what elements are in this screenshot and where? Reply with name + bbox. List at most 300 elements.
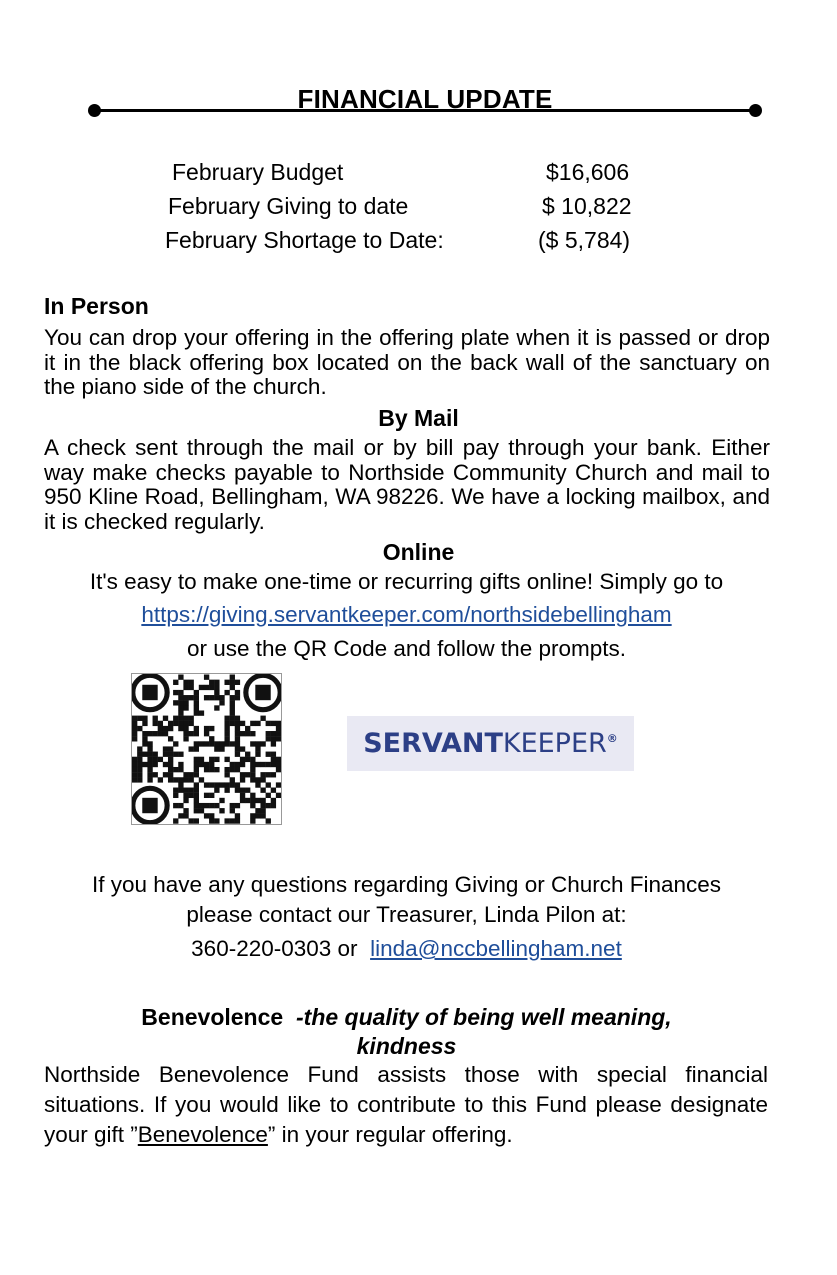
qr-module	[240, 777, 245, 782]
qr-module	[260, 813, 265, 818]
qr-module	[147, 757, 152, 762]
qr-module	[250, 772, 255, 777]
qr-module	[245, 798, 250, 803]
qr-module	[230, 716, 235, 721]
qr-module	[271, 798, 276, 803]
qr-module	[214, 803, 219, 808]
qr-module	[173, 690, 178, 695]
qr-module	[209, 685, 214, 690]
qr-module	[147, 746, 152, 751]
qr-module	[178, 700, 183, 705]
qr-module	[132, 767, 137, 772]
qr-module	[245, 726, 250, 731]
qr-module	[194, 690, 199, 695]
qr-module	[230, 767, 235, 772]
qr-module	[224, 818, 229, 823]
qr-module	[214, 690, 219, 695]
qr-module	[147, 777, 152, 782]
qr-module	[178, 777, 183, 782]
qr-module	[230, 710, 235, 715]
qr-module	[240, 798, 245, 803]
qr-module	[230, 803, 235, 808]
benevolence-subtitle-2: kindness	[356, 1033, 457, 1059]
qr-finder-center	[142, 798, 157, 813]
qr-module	[266, 752, 271, 757]
qr-module	[163, 731, 168, 736]
qr-module	[194, 700, 199, 705]
qr-module	[235, 818, 240, 823]
qr-module	[173, 767, 178, 772]
qr-module	[219, 695, 224, 700]
qr-finder-center	[142, 685, 157, 700]
qr-module	[137, 772, 142, 777]
qr-module	[230, 777, 235, 782]
qr-module	[245, 731, 250, 736]
qr-module	[250, 721, 255, 726]
qr-module	[189, 716, 194, 721]
qr-module	[204, 726, 209, 731]
qr-module	[163, 762, 168, 767]
qr-module	[132, 731, 137, 736]
qr-module	[224, 788, 229, 793]
qr-module	[219, 741, 224, 746]
qr-module	[271, 731, 276, 736]
qr-module	[204, 782, 209, 787]
qr-module	[178, 813, 183, 818]
qr-module	[214, 705, 219, 710]
qr-module	[173, 818, 178, 823]
qr-module	[137, 762, 142, 767]
benevolence-heading: Benevolence	[141, 1004, 284, 1030]
qr-module	[183, 777, 188, 782]
qr-module	[137, 746, 142, 751]
qr-module	[204, 741, 209, 746]
qr-module	[260, 777, 265, 782]
qr-module	[209, 818, 214, 823]
qr-module	[235, 752, 240, 757]
qr-module	[260, 798, 265, 803]
qr-module	[189, 721, 194, 726]
qr-module	[147, 731, 152, 736]
qr-module	[132, 736, 137, 741]
logo-text-light: KEEPER	[502, 728, 607, 759]
servantkeeper-logo	[347, 716, 634, 771]
logo-registered-mark: ®	[606, 732, 618, 745]
qr-module	[194, 710, 199, 715]
qr-module	[194, 818, 199, 823]
qr-module	[276, 793, 281, 798]
qr-module	[132, 716, 137, 721]
qr-module	[224, 767, 229, 772]
qr-module	[142, 721, 147, 726]
qr-module	[271, 772, 276, 777]
qr-module	[245, 752, 250, 757]
qr-module	[214, 685, 219, 690]
qr-module	[178, 803, 183, 808]
qr-module	[230, 721, 235, 726]
qr-module	[235, 726, 240, 731]
qr-module	[209, 803, 214, 808]
contact-line-2: please contact our Treasurer, Linda Pilon at:	[186, 902, 627, 927]
qr-module	[183, 680, 188, 685]
qr-module	[214, 746, 219, 751]
qr-module	[250, 731, 255, 736]
qr-module	[235, 746, 240, 751]
qr-module	[271, 752, 276, 757]
qr-module	[194, 803, 199, 808]
qr-module	[183, 793, 188, 798]
qr-module	[271, 736, 276, 741]
qr-module	[219, 746, 224, 751]
qr-module	[209, 726, 214, 731]
qr-module	[168, 721, 173, 726]
qr-module	[230, 685, 235, 690]
qr-module	[230, 705, 235, 710]
qr-module	[255, 762, 260, 767]
qr-module	[178, 705, 183, 710]
qr-module	[240, 772, 245, 777]
qr-module	[178, 782, 183, 787]
qr-module	[168, 772, 173, 777]
qr-module	[168, 746, 173, 751]
qr-module	[240, 788, 245, 793]
qr-module	[224, 731, 229, 736]
qr-module	[255, 813, 260, 818]
qr-finder-center	[255, 685, 270, 700]
qr-module	[153, 757, 158, 762]
qr-module	[153, 721, 158, 726]
qr-module	[132, 772, 137, 777]
qr-module	[224, 741, 229, 746]
qr-module	[209, 680, 214, 685]
qr-module	[194, 788, 199, 793]
qr-module	[209, 762, 214, 767]
in-person-text: You can drop your offering in the offering plate when it is passed or drop it in the black offering box located on the back wall of the sanctuary on the piano side of the church.	[44, 325, 770, 399]
qr-module	[178, 788, 183, 793]
qr-module	[173, 777, 178, 782]
qr-module	[224, 782, 229, 787]
benevolence-designation: Benevolence	[137, 1122, 268, 1147]
qr-module	[255, 741, 260, 746]
qr-module	[178, 726, 183, 731]
qr-module	[153, 772, 158, 777]
budget-label-3: February Shortage to Date:	[165, 227, 444, 253]
qr-module	[219, 798, 224, 803]
qr-module	[132, 762, 137, 767]
qr-module	[276, 762, 281, 767]
qr-module	[173, 721, 178, 726]
qr-module	[183, 813, 188, 818]
qr-module	[178, 710, 183, 715]
qr-module	[245, 757, 250, 762]
qr-module	[168, 777, 173, 782]
qr-module	[168, 726, 173, 731]
qr-module	[271, 788, 276, 793]
benevolence-text	[44, 1060, 768, 1150]
qr-module	[194, 808, 199, 813]
qr-module	[250, 793, 255, 798]
qr-module	[194, 741, 199, 746]
qr-module	[158, 757, 163, 762]
qr-module	[178, 762, 183, 767]
qr-module	[199, 741, 204, 746]
qr-module	[276, 757, 281, 762]
title-banner	[88, 84, 762, 124]
qr-module	[245, 772, 250, 777]
qr-code-image[interactable]	[131, 673, 282, 825]
qr-module	[183, 788, 188, 793]
qr-module	[194, 793, 199, 798]
qr-module	[173, 716, 178, 721]
qr-module	[153, 731, 158, 736]
qr-module	[224, 680, 229, 685]
qr-module	[183, 705, 188, 710]
qr-module	[194, 757, 199, 762]
qr-module	[132, 726, 137, 731]
qr-module	[276, 731, 281, 736]
qr-module	[158, 721, 163, 726]
qr-module	[209, 813, 214, 818]
qr-module	[260, 762, 265, 767]
qr-module	[168, 767, 173, 772]
qr-module	[147, 767, 152, 772]
qr-module	[209, 782, 214, 787]
qr-module	[224, 736, 229, 741]
qr-module	[276, 736, 281, 741]
qr-module	[209, 793, 214, 798]
qr-module	[276, 767, 281, 772]
qr-module	[235, 741, 240, 746]
qr-module	[178, 767, 183, 772]
by-mail-text: A check sent through the mail or by bill pay through your bank. Either way make checks payable to Northside Community Church and mail to 950 Kline Road, Bellingham, WA 98226. We have a locking mailbox, and it is checked regularly.	[44, 435, 770, 534]
qr-module	[194, 695, 199, 700]
qr-module	[158, 731, 163, 736]
qr-module	[255, 746, 260, 751]
qr-module	[224, 757, 229, 762]
qr-module	[255, 782, 260, 787]
qr-module	[163, 772, 168, 777]
qr-module	[199, 777, 204, 782]
qr-module	[214, 818, 219, 823]
contact-line-3	[0, 935, 813, 963]
qr-module	[178, 690, 183, 695]
qr-module	[183, 736, 188, 741]
qr-module	[183, 798, 188, 803]
benevolence-dash: -	[295, 1004, 304, 1030]
qr-module	[183, 772, 188, 777]
qr-module	[142, 762, 147, 767]
qr-module	[189, 793, 194, 798]
qr-module	[194, 726, 199, 731]
qr-module	[189, 772, 194, 777]
qr-module	[250, 803, 255, 808]
benevolence-heading-block	[0, 1003, 813, 1032]
qr-module	[132, 757, 137, 762]
qr-module	[189, 818, 194, 823]
qr-module	[235, 813, 240, 818]
qr-module	[173, 741, 178, 746]
qr-module	[168, 757, 173, 762]
qr-module	[209, 741, 214, 746]
qr-module	[230, 675, 235, 680]
qr-module	[194, 705, 199, 710]
qr-module	[178, 721, 183, 726]
qr-module	[142, 752, 147, 757]
qr-module	[194, 762, 199, 767]
qr-module	[271, 741, 276, 746]
qr-module	[137, 752, 142, 757]
qr-module	[163, 746, 168, 751]
qr-module	[199, 803, 204, 808]
qr-module	[230, 680, 235, 685]
qr-module	[194, 731, 199, 736]
qr-module	[235, 736, 240, 741]
qr-module	[240, 757, 245, 762]
qr-module	[204, 731, 209, 736]
qr-module	[183, 731, 188, 736]
qr-module	[250, 757, 255, 762]
qr-module	[235, 782, 240, 787]
qr-module	[194, 798, 199, 803]
qr-module	[189, 680, 194, 685]
qr-module	[204, 767, 209, 772]
qr-module	[255, 752, 260, 757]
qr-module	[163, 726, 168, 731]
qr-module	[189, 777, 194, 782]
qr-module	[230, 818, 235, 823]
qr-module	[183, 808, 188, 813]
qr-module	[276, 726, 281, 731]
qr-module	[266, 731, 271, 736]
qr-module	[271, 757, 276, 762]
qr-module	[137, 767, 142, 772]
qr-module	[214, 695, 219, 700]
qr-module	[266, 803, 271, 808]
qr-module	[260, 772, 265, 777]
page-title: FINANCIAL UPDATE	[297, 84, 553, 114]
qr-module	[219, 782, 224, 787]
qr-module	[183, 721, 188, 726]
qr-module	[271, 803, 276, 808]
qr-module	[209, 736, 214, 741]
qr-module	[240, 793, 245, 798]
qr-module	[158, 777, 163, 782]
qr-module	[214, 757, 219, 762]
qr-module	[204, 762, 209, 767]
qr-module	[250, 818, 255, 823]
budget-label-1: February Budget	[172, 159, 344, 185]
qr-module	[189, 746, 194, 751]
qr-module	[271, 762, 276, 767]
qr-module	[209, 695, 214, 700]
qr-module	[199, 808, 204, 813]
qr-module	[189, 695, 194, 700]
qr-module	[266, 772, 271, 777]
qr-module	[153, 752, 158, 757]
qr-module	[250, 777, 255, 782]
qr-module	[255, 777, 260, 782]
qr-module	[147, 762, 152, 767]
qr-module	[194, 772, 199, 777]
qr-module	[235, 767, 240, 772]
qr-module	[214, 782, 219, 787]
qr-module	[183, 716, 188, 721]
qr-module	[230, 695, 235, 700]
qr-module	[235, 690, 240, 695]
qr-module	[230, 808, 235, 813]
qr-module	[224, 726, 229, 731]
qr-module	[204, 695, 209, 700]
qr-module	[142, 741, 147, 746]
qr-module	[235, 731, 240, 736]
qr-module	[163, 752, 168, 757]
online-instructions: It's easy to make one-time or recurring gifts online! Simply go to	[89, 569, 724, 594]
budget-value-2: $ 10,822	[542, 193, 632, 219]
qr-module	[214, 741, 219, 746]
qr-module	[255, 808, 260, 813]
qr-module	[173, 700, 178, 705]
qr-module	[230, 700, 235, 705]
qr-module	[142, 731, 147, 736]
online-heading: Online	[382, 539, 455, 565]
qr-module	[142, 736, 147, 741]
qr-module	[132, 721, 137, 726]
treasurer-email-link[interactable]: linda@nccbellingham.net	[370, 936, 622, 961]
qr-module	[168, 762, 173, 767]
qr-module	[178, 695, 183, 700]
qr-module	[204, 813, 209, 818]
logo-text-bold: SERVANT	[363, 728, 503, 759]
qr-module	[178, 675, 183, 680]
qr-module	[214, 767, 219, 772]
qr-module	[168, 752, 173, 757]
qr-module	[137, 716, 142, 721]
qr-module	[168, 736, 173, 741]
qr-module	[199, 685, 204, 690]
qr-module	[183, 685, 188, 690]
qr-module	[250, 798, 255, 803]
qr-module	[209, 757, 214, 762]
qr-module	[235, 716, 240, 721]
qr-module	[214, 788, 219, 793]
qr-module	[142, 716, 147, 721]
qr-module	[266, 736, 271, 741]
qr-module	[276, 721, 281, 726]
qr-module	[147, 752, 152, 757]
qr-module	[204, 685, 209, 690]
qr-module	[266, 818, 271, 823]
benevolence-subtitle-1: the quality of being well meaning,	[303, 1004, 672, 1030]
qr-module	[173, 793, 178, 798]
qr-module	[260, 808, 265, 813]
qr-module	[209, 767, 214, 772]
qr-module	[230, 762, 235, 767]
qr-module	[183, 695, 188, 700]
qr-module	[153, 762, 158, 767]
qr-module	[183, 726, 188, 731]
qr-module	[235, 762, 240, 767]
qr-module	[266, 762, 271, 767]
qr-module	[204, 803, 209, 808]
benevolence-text-after: ” in your regular offering.	[267, 1122, 513, 1147]
by-mail-heading: By Mail	[378, 405, 459, 431]
qr-module	[199, 762, 204, 767]
qr-module	[158, 726, 163, 731]
qr-module	[194, 746, 199, 751]
qr-module	[153, 716, 158, 721]
giving-url-link[interactable]: https://giving.servantkeeper.com/northsidebellingham	[141, 602, 672, 627]
qr-module	[235, 788, 240, 793]
